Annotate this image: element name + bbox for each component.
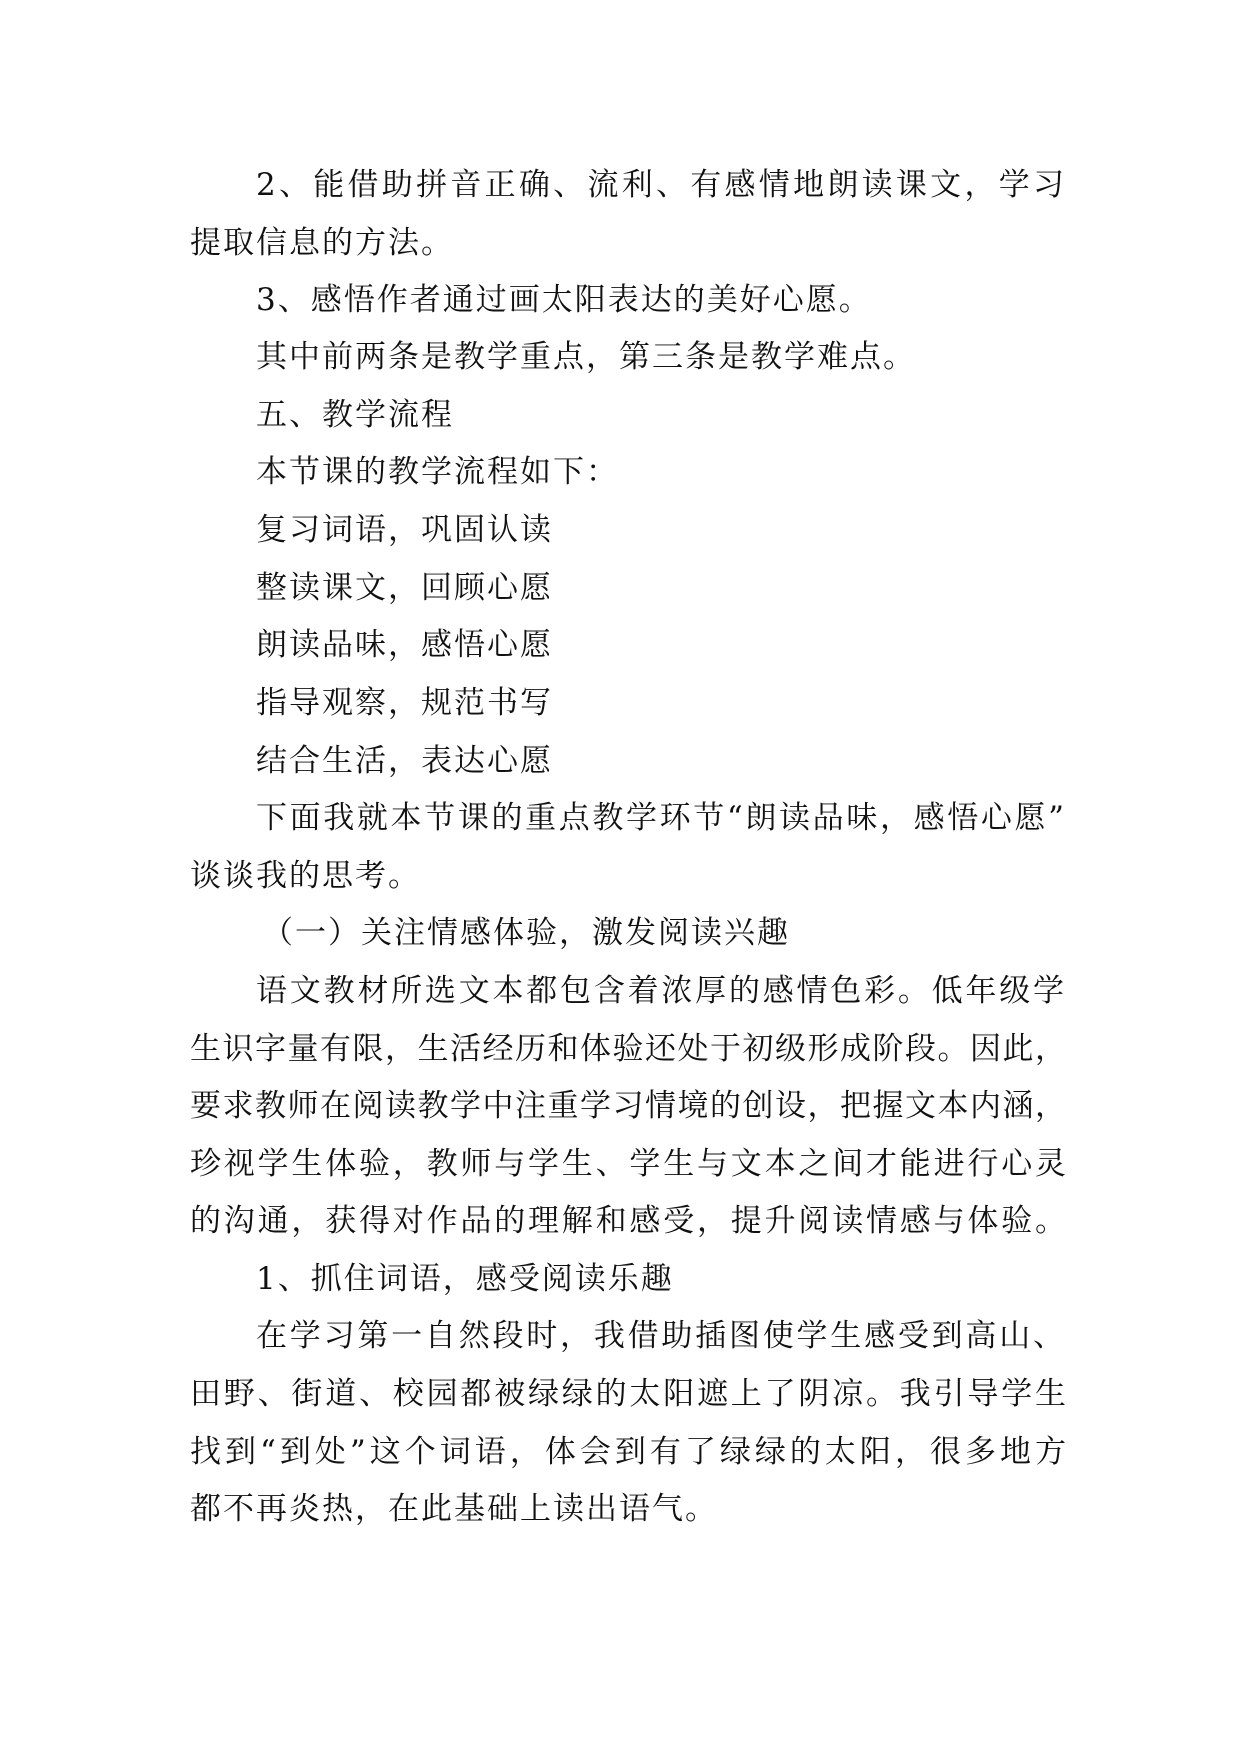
paragraph-line: 找到“到处”这个词语，体会到有了绿绿的太阳，很多地方 [190, 1434, 1066, 1470]
paragraph-line: 生识字量有限，生活经历和体验还处于初级形成阶段。因此， [190, 1031, 1066, 1067]
paragraph-line: 下面我就本节课的重点教学环节“朗读品味，感悟心愿” [256, 800, 1066, 836]
paragraph-line: 2、能借助拼音正确、流利、有感情地朗读课文，学习 [256, 167, 1066, 203]
paragraph-line: 本节课的教学流程如下： [256, 454, 619, 490]
paragraph-line: 3、感悟作者通过画太阳表达的美好心愿。 [256, 282, 872, 318]
paragraph-line: 田野、街道、校园都被绿绿的太阳遮上了阴凉。我引导学生 [190, 1376, 1066, 1412]
subsection-heading: 1、抓住词语，感受阅读乐趣 [256, 1261, 674, 1297]
paragraph-line: 其中前两条是教学重点，第三条是教学难点。 [256, 339, 916, 375]
list-item: 朗读品味，感悟心愿 [256, 627, 553, 663]
list-item: 指导观察，规范书写 [256, 685, 553, 721]
section-heading: 五、教学流程 [256, 397, 454, 433]
paragraph-line: 在学习第一自然段时，我借助插图使学生感受到高山、 [256, 1318, 1066, 1354]
paragraph-line: 提取信息的方法。 [190, 225, 454, 261]
list-item: 结合生活，表达心愿 [256, 743, 553, 779]
paragraph-line: 谈谈我的思考。 [190, 858, 421, 894]
paragraph-line: 要求教师在阅读教学中注重学习情境的创设，把握文本内涵， [190, 1088, 1066, 1124]
paragraph-line: 珍视学生体验，教师与学生、学生与文本之间才能进行心灵 [190, 1146, 1066, 1182]
list-item: 整读课文，回顾心愿 [256, 570, 553, 606]
paragraph-line: 都不再炎热，在此基础上读出语气。 [190, 1491, 718, 1527]
subsection-heading: （一）关注情感体验，激发阅读兴趣 [262, 915, 790, 951]
list-item: 复习词语，巩固认读 [256, 512, 553, 548]
paragraph-line: 的沟通，获得对作品的理解和感受，提升阅读情感与体验。 [190, 1203, 1066, 1239]
paragraph-line: 语文教材所选文本都包含着浓厚的感情色彩。低年级学 [256, 973, 1066, 1009]
